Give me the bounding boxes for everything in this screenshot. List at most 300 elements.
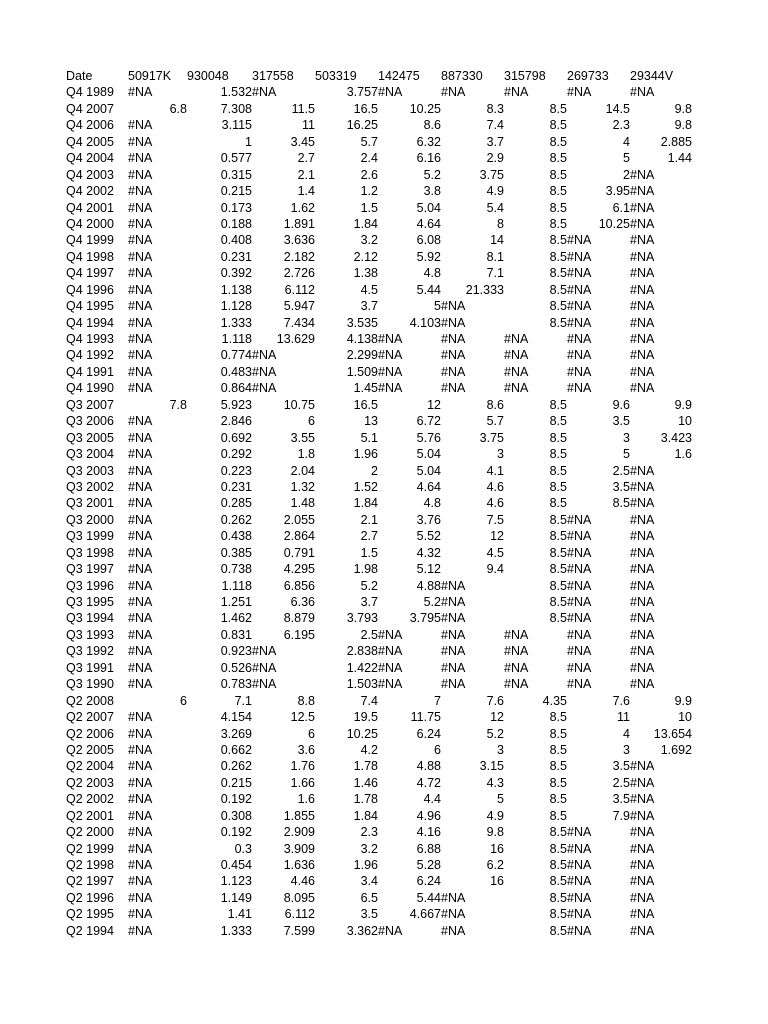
- table-cell: 6.24: [416, 726, 441, 741]
- table-cell: 1.462: [220, 611, 252, 626]
- table-cell: 1.149: [220, 890, 252, 905]
- table-cell: 2.7: [360, 529, 378, 544]
- table-cell: 1.636: [283, 858, 315, 872]
- table-cell: 9.6: [612, 397, 630, 412]
- table-cell: 1.32: [290, 479, 315, 494]
- table-cell: 0.791: [283, 545, 315, 560]
- table-cell: #NA: [504, 644, 529, 659]
- table-cell: 0.662: [220, 742, 252, 757]
- row-date-cell: Q4 2007: [66, 101, 114, 116]
- table-cell: 11.5: [291, 101, 315, 116]
- table-cell: 13.629: [276, 332, 315, 346]
- table-cell: 10: [678, 414, 692, 429]
- table-cell: 4: [623, 134, 630, 149]
- table-cell: #NA: [128, 496, 153, 511]
- table-cell: #NA: [441, 85, 466, 100]
- table-cell: 5.04: [416, 463, 441, 478]
- table-cell: 2.055: [283, 512, 315, 527]
- table-cell: 5.2: [423, 595, 441, 609]
- table-cell: #NA: [630, 775, 655, 790]
- table-row: [0, 890, 768, 906]
- table-cell: 1.96: [353, 447, 378, 462]
- row-date-cell: Q2 2003: [66, 775, 114, 790]
- table-cell: #NA: [441, 890, 466, 905]
- table-cell: 0.285: [220, 496, 252, 511]
- header-cell: 142475: [378, 69, 420, 83]
- row-date-cell: Q4 1997: [66, 266, 114, 281]
- table-cell: 8.5: [549, 216, 567, 231]
- table-cell: 2.1: [297, 167, 315, 182]
- table-row: [0, 495, 768, 511]
- table-cell: 8.5: [549, 414, 567, 429]
- table-cell: 0.215: [220, 775, 252, 790]
- table-cell: #NA: [128, 85, 153, 100]
- table-cell: 1.509: [346, 364, 378, 379]
- table-cell: #NA: [128, 858, 153, 872]
- table-cell: #NA: [630, 364, 655, 379]
- row-date-cell: Q3 2006: [66, 414, 114, 429]
- header-cell: 503319: [315, 69, 357, 83]
- table-cell: 6: [308, 726, 315, 741]
- table-cell: #NA: [567, 364, 592, 379]
- row-date-cell: Q2 1995: [66, 907, 114, 922]
- table-cell: 8.5: [549, 397, 567, 412]
- table-cell: #NA: [630, 874, 655, 889]
- table-cell: 2.6: [360, 167, 378, 182]
- table-cell: #NA: [378, 332, 403, 346]
- table-cell: 5: [434, 299, 441, 314]
- table-cell: 6: [308, 414, 315, 429]
- table-cell: 9.9: [674, 397, 692, 412]
- table-cell: 0.292: [220, 447, 252, 462]
- table-cell: 2.3: [612, 118, 630, 133]
- table-cell: 1.78: [353, 759, 378, 774]
- table-cell: 6.88: [416, 841, 441, 856]
- row-date-cell: Q4 1995: [66, 299, 114, 314]
- table-cell: 8.5: [549, 710, 567, 725]
- table-cell: #NA: [128, 742, 153, 757]
- table-cell: 1.422: [346, 660, 378, 675]
- table-cell: 7.6: [486, 693, 504, 708]
- table-cell: #NA: [630, 184, 655, 199]
- table-cell: 9.8: [674, 101, 692, 116]
- table-cell: 21.333: [465, 282, 504, 297]
- header-cell: 317558: [252, 69, 294, 83]
- table-cell: #NA: [567, 907, 592, 922]
- table-cell: 10.25: [346, 726, 378, 741]
- table-cell: 8.5: [549, 479, 567, 494]
- table-cell: 2.1: [360, 512, 378, 527]
- table-cell: #NA: [252, 644, 277, 659]
- table-cell: #NA: [567, 595, 592, 609]
- row-date-cell: Q3 1993: [66, 627, 114, 642]
- table-row: [0, 610, 768, 626]
- table-row: [0, 857, 768, 873]
- table-cell: 1.138: [220, 282, 252, 297]
- table-cell: 2.846: [220, 414, 252, 429]
- table-cell: 8.5: [549, 792, 567, 807]
- header-cell: 29344V: [630, 69, 674, 83]
- table-row: [0, 643, 768, 659]
- table-cell: #NA: [378, 381, 403, 396]
- table-cell: #NA: [630, 792, 655, 807]
- table-cell: 8.5: [549, 167, 567, 182]
- table-row: [0, 150, 768, 166]
- table-cell: 3.423: [660, 430, 692, 445]
- table-cell: 7.5: [486, 512, 504, 527]
- table-cell: 3.636: [283, 233, 315, 248]
- table-cell: #NA: [504, 660, 529, 675]
- table-cell: 8.6: [423, 118, 441, 133]
- table-cell: #NA: [630, 266, 655, 281]
- table-cell: 5.92: [416, 249, 441, 264]
- table-cell: 1.96: [353, 858, 378, 872]
- table-cell: 10.75: [283, 397, 315, 412]
- table-cell: #NA: [567, 348, 592, 363]
- table-cell: 1.66: [290, 775, 315, 790]
- table-cell: #NA: [252, 677, 277, 692]
- table-row: [0, 824, 768, 840]
- table-cell: #NA: [128, 315, 153, 330]
- table-cell: 5.7: [360, 134, 378, 149]
- table-cell: #NA: [630, 463, 655, 478]
- table-cell: 1.128: [220, 299, 252, 314]
- table-cell: 14.5: [605, 101, 630, 116]
- table-cell: 1.98: [353, 562, 378, 577]
- table-cell: 19.5: [353, 710, 378, 725]
- table-row: [0, 479, 768, 495]
- table-cell: #NA: [128, 808, 153, 823]
- table-cell: 8.5: [549, 151, 567, 166]
- table-cell: #NA: [128, 200, 153, 215]
- table-cell: #NA: [252, 364, 277, 379]
- table-cell: 2.12: [353, 249, 378, 264]
- table-cell: #NA: [128, 562, 153, 577]
- table-cell: 8.5: [549, 545, 567, 560]
- table-cell: #NA: [441, 644, 466, 659]
- table-cell: 8.5: [549, 759, 567, 774]
- table-cell: #NA: [441, 595, 466, 609]
- table-cell: 8.5: [549, 266, 567, 281]
- table-row: [0, 430, 768, 446]
- table-cell: #NA: [630, 249, 655, 264]
- table-cell: 1.46: [353, 775, 378, 790]
- table-row: [0, 906, 768, 922]
- table-cell: #NA: [567, 85, 592, 100]
- table-cell: 3.15: [479, 759, 504, 774]
- table-cell: 0.231: [220, 479, 252, 494]
- table-cell: 2.182: [283, 249, 315, 264]
- row-date-cell: Q3 1994: [66, 611, 114, 626]
- table-cell: 1.5: [360, 200, 378, 215]
- table-cell: #NA: [128, 184, 153, 199]
- table-cell: #NA: [567, 562, 592, 577]
- table-cell: 4.3: [486, 775, 504, 790]
- table-cell: 6.112: [284, 282, 315, 297]
- row-date-cell: Q4 2005: [66, 134, 114, 149]
- table-cell: 1.532: [220, 85, 252, 100]
- table-cell: #NA: [252, 85, 277, 100]
- table-cell: #NA: [441, 923, 466, 938]
- table-cell: 6.856: [283, 578, 315, 593]
- table-cell: #NA: [630, 759, 655, 774]
- table-cell: #NA: [441, 677, 466, 692]
- table-cell: #NA: [630, 808, 655, 823]
- table-cell: 8.5: [549, 430, 567, 445]
- table-cell: 8.5: [549, 282, 567, 297]
- row-date-cell: Q2 2006: [66, 726, 114, 741]
- table-cell: #NA: [128, 216, 153, 231]
- table-cell: #NA: [128, 299, 153, 314]
- header-cell: 887330: [441, 69, 483, 83]
- table-cell: #NA: [128, 381, 153, 396]
- table-cell: 2.864: [283, 529, 315, 544]
- table-cell: 13: [364, 414, 378, 429]
- table-cell: #NA: [441, 381, 466, 396]
- table-cell: 0.192: [220, 792, 252, 807]
- table-cell: 5.44: [416, 282, 441, 297]
- table-cell: #NA: [441, 348, 466, 363]
- table-row: [0, 298, 768, 314]
- table-row: [0, 561, 768, 577]
- table-cell: #NA: [630, 348, 655, 363]
- table-cell: 8.5: [549, 299, 567, 314]
- table-cell: 1.855: [283, 808, 315, 823]
- table-cell: #NA: [630, 627, 655, 642]
- table-cell: 1.45: [353, 381, 378, 396]
- table-cell: 3.8: [423, 184, 441, 199]
- table-cell: 6.1: [612, 200, 630, 215]
- table-cell: 0.231: [220, 249, 252, 264]
- table-cell: 0.774: [220, 348, 252, 363]
- table-cell: 8.5: [549, 134, 567, 149]
- table-cell: 1.4: [297, 184, 315, 199]
- row-date-cell: Q2 2002: [66, 792, 114, 807]
- table-cell: 1.333: [220, 315, 252, 330]
- table-cell: #NA: [128, 710, 153, 725]
- table-cell: 12: [490, 710, 504, 725]
- table-cell: 3.2: [360, 841, 378, 856]
- row-date-cell: Q3 1999: [66, 529, 114, 544]
- table-cell: 6.08: [416, 233, 441, 248]
- table-cell: 1.84: [353, 216, 378, 231]
- table-cell: #NA: [128, 529, 153, 544]
- table-cell: 3.909: [283, 841, 315, 856]
- table-cell: #NA: [128, 348, 153, 363]
- table-cell: #NA: [630, 216, 655, 231]
- table-cell: 0.223: [220, 463, 252, 478]
- table-row: [0, 101, 768, 117]
- table-row: [0, 117, 768, 133]
- table-row: [0, 167, 768, 183]
- table-cell: 5.4: [486, 200, 504, 215]
- table-cell: 0.215: [220, 184, 252, 199]
- table-cell: #NA: [128, 627, 153, 642]
- table-cell: #NA: [128, 151, 153, 166]
- table-cell: #NA: [630, 644, 655, 659]
- row-date-cell: Q4 2001: [66, 200, 114, 215]
- table-cell: 4.295: [283, 562, 315, 577]
- row-date-cell: Q4 2003: [66, 167, 114, 182]
- table-cell: 6.112: [284, 907, 315, 922]
- table-cell: 5.04: [416, 447, 441, 462]
- table-cell: #NA: [128, 726, 153, 741]
- table-cell: 7.8: [169, 397, 187, 412]
- table-cell: 6.195: [283, 627, 315, 642]
- table-cell: 1: [245, 134, 252, 149]
- table-cell: 0.923: [220, 644, 252, 659]
- table-cell: 8.5: [549, 200, 567, 215]
- table-cell: 3.362: [346, 923, 378, 938]
- table-cell: 11: [617, 710, 630, 725]
- table-cell: 8.5: [549, 529, 567, 544]
- table-cell: #NA: [378, 644, 403, 659]
- table-cell: 9.4: [486, 562, 504, 577]
- table-cell: 8.5: [612, 496, 630, 511]
- table-cell: #NA: [441, 299, 466, 314]
- table-cell: 4.138: [346, 332, 378, 346]
- table-cell: #NA: [567, 858, 592, 872]
- table-cell: 2.5: [612, 463, 630, 478]
- table-cell: 3.7: [360, 299, 378, 314]
- table-cell: 1.48: [290, 496, 315, 511]
- table-cell: 2.909: [283, 825, 315, 840]
- table-cell: 13.654: [653, 726, 692, 741]
- row-date-cell: Q2 1994: [66, 923, 114, 938]
- table-cell: 0.526: [220, 660, 252, 675]
- table-cell: #NA: [630, 299, 655, 314]
- table-cell: #NA: [441, 611, 466, 626]
- table-cell: #NA: [567, 332, 592, 346]
- table-cell: 3: [623, 430, 630, 445]
- table-cell: #NA: [128, 447, 153, 462]
- table-cell: 3: [497, 447, 504, 462]
- table-cell: 8.095: [283, 890, 315, 905]
- table-cell: 1.118: [221, 578, 252, 593]
- table-cell: #NA: [630, 890, 655, 905]
- table-row: [0, 397, 768, 413]
- table-row: [0, 791, 768, 807]
- table-cell: 3: [497, 742, 504, 757]
- row-date-cell: Q3 1995: [66, 595, 114, 609]
- table-cell: #NA: [630, 923, 655, 938]
- table-cell: #NA: [252, 660, 277, 675]
- table-cell: 7: [434, 693, 441, 708]
- table-cell: 10.25: [598, 216, 630, 231]
- table-cell: 6.24: [416, 874, 441, 889]
- table-row: [0, 742, 768, 758]
- table-cell: 8.5: [549, 874, 567, 889]
- table-cell: 6.16: [416, 151, 441, 166]
- table-cell: 8.5: [549, 742, 567, 757]
- table-row: [0, 528, 768, 544]
- table-cell: #NA: [252, 348, 277, 363]
- table-cell: #NA: [128, 233, 153, 248]
- table-cell: #NA: [567, 644, 592, 659]
- table-cell: 8.5: [549, 858, 567, 872]
- table-cell: 7.9: [612, 808, 630, 823]
- table-cell: #NA: [128, 364, 153, 379]
- table-cell: 1.84: [353, 808, 378, 823]
- table-cell: 5.7: [486, 414, 504, 429]
- table-cell: 4.64: [416, 479, 441, 494]
- table-cell: 3.5: [612, 759, 630, 774]
- table-cell: #NA: [128, 332, 153, 346]
- table-cell: 2.885: [660, 134, 692, 149]
- table-cell: 4.8: [423, 266, 441, 281]
- table-cell: 4.9: [486, 808, 504, 823]
- table-cell: 8.5: [549, 184, 567, 199]
- table-cell: 5.947: [283, 299, 315, 314]
- table-cell: 10: [678, 710, 692, 725]
- row-date-cell: Q3 2002: [66, 479, 114, 494]
- table-cell: 1.251: [220, 595, 252, 609]
- table-cell: 3.5: [612, 479, 630, 494]
- table-cell: 16.5: [353, 397, 378, 412]
- row-date-cell: Q2 1998: [66, 858, 114, 872]
- table-cell: 1.891: [283, 216, 315, 231]
- table-cell: 4: [623, 726, 630, 741]
- table-cell: 0.831: [220, 627, 252, 642]
- table-cell: 12.5: [290, 710, 315, 725]
- table-cell: 0.385: [220, 545, 252, 560]
- table-row: [0, 676, 768, 692]
- table-cell: 5.2: [360, 578, 378, 593]
- table-cell: 1.44: [667, 151, 692, 166]
- table-cell: #NA: [128, 134, 153, 149]
- table-cell: #NA: [378, 660, 403, 675]
- table-cell: #NA: [441, 578, 466, 593]
- table-cell: #NA: [441, 315, 466, 330]
- table-cell: #NA: [378, 85, 403, 100]
- table-cell: 4.6: [486, 496, 504, 511]
- table-cell: #NA: [567, 874, 592, 889]
- table-row: [0, 709, 768, 725]
- table-cell: 10.25: [409, 101, 441, 116]
- table-cell: #NA: [441, 907, 466, 922]
- row-date-cell: Q4 2002: [66, 184, 114, 199]
- row-date-cell: Q3 1997: [66, 562, 114, 577]
- table-cell: #NA: [252, 381, 277, 396]
- table-cell: #NA: [128, 463, 153, 478]
- row-date-cell: Q2 2000: [66, 825, 114, 840]
- table-cell: 4.96: [416, 808, 441, 823]
- table-cell: 4.6: [486, 479, 504, 494]
- row-date-cell: Q3 1991: [66, 660, 114, 675]
- table-row: [0, 873, 768, 889]
- table-cell: 8.6: [486, 397, 504, 412]
- row-date-cell: Q4 2000: [66, 216, 114, 231]
- table-cell: #NA: [567, 660, 592, 675]
- table-cell: 2.4: [360, 151, 378, 166]
- table-cell: #NA: [630, 611, 655, 626]
- table-cell: 1.84: [353, 496, 378, 511]
- table-cell: #NA: [128, 414, 153, 429]
- table-cell: 8.5: [549, 841, 567, 856]
- table-cell: 4.1: [486, 463, 504, 478]
- table-cell: 8.8: [297, 693, 315, 708]
- table-cell: #NA: [630, 545, 655, 560]
- table-cell: #NA: [504, 348, 529, 363]
- table-row: [0, 463, 768, 479]
- table-cell: 1.52: [353, 479, 378, 494]
- table-cell: 3.55: [290, 430, 315, 445]
- table-cell: #NA: [128, 841, 153, 856]
- table-cell: #NA: [128, 430, 153, 445]
- table-cell: 1.503: [346, 677, 378, 692]
- table-cell: 8.5: [549, 726, 567, 741]
- table-cell: #NA: [567, 233, 592, 248]
